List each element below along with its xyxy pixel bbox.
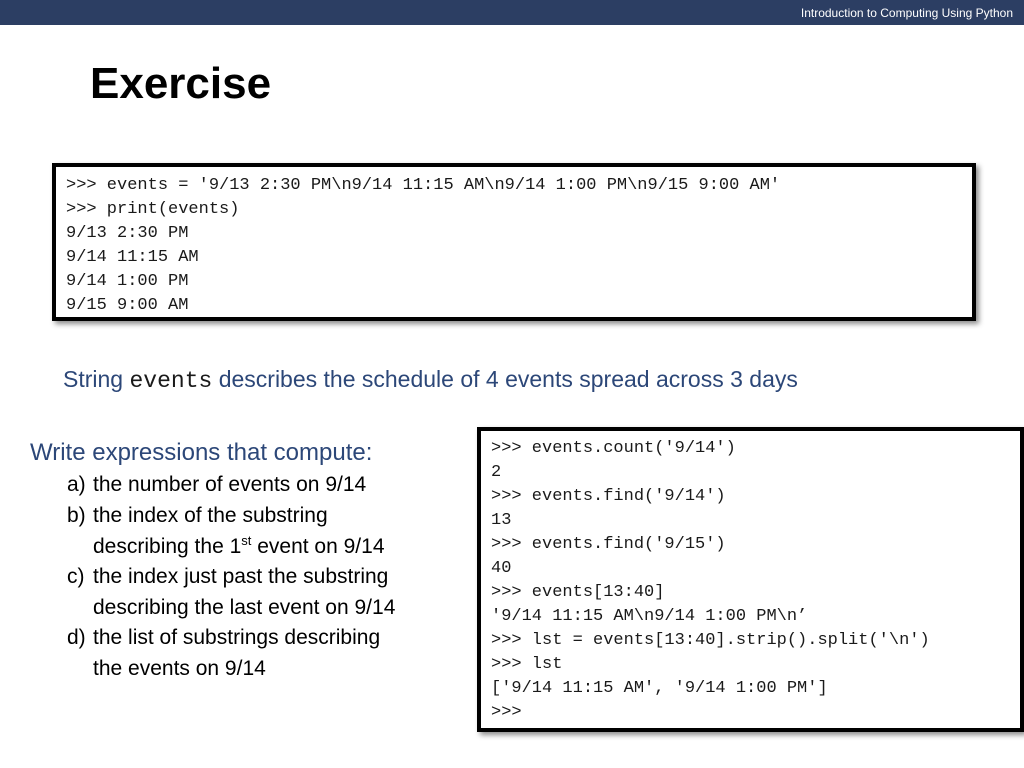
slide-title: Exercise xyxy=(90,59,272,108)
code-box-answers xyxy=(477,427,1024,732)
course-title: Introduction to Computing Using Python xyxy=(800,6,1013,20)
description-post: describes the schedule of 4 events spread across 3 days xyxy=(212,366,798,392)
description-code: events xyxy=(129,368,213,394)
code-box-top xyxy=(52,163,976,321)
list-item-continued: describing the last event on 9/14 xyxy=(93,596,396,619)
code-line: >>> lst = events[13:40].strip().split('\n') xyxy=(491,631,930,650)
item-label: a) xyxy=(67,473,86,496)
code-line: 40 xyxy=(491,559,512,578)
code-line: 9/13 2:30 PM xyxy=(66,224,189,243)
item-text: describing the 1 xyxy=(93,535,242,558)
code-line: >>> print(events) xyxy=(66,200,240,219)
exercise-heading: Write expressions that compute: xyxy=(30,439,373,466)
superscript: st xyxy=(241,533,252,548)
code-line: 13 xyxy=(491,511,512,530)
item-label: d) xyxy=(67,626,86,649)
header-bar xyxy=(0,0,1024,25)
code-line: >>> events.find('9/14') xyxy=(491,487,726,506)
code-line: 9/14 11:15 AM xyxy=(66,248,199,267)
code-line: 9/14 1:00 PM xyxy=(66,272,189,291)
code-line: >>> events.find('9/15') xyxy=(491,535,726,554)
code-block-top xyxy=(66,174,972,318)
code-line: ['9/14 11:15 AM', '9/14 1:00 PM'] xyxy=(491,679,828,698)
code-line: 2 xyxy=(491,463,502,482)
list-item-continued xyxy=(93,532,385,562)
code-line: 9/15 9:00 AM xyxy=(66,296,189,315)
code-line: >>> events.count('9/14') xyxy=(491,439,736,458)
code-line: >>> events[13:40] xyxy=(491,583,665,602)
code-line: >>> events = '9/13 2:30 PM\n9/14 11:15 AM\n9/14 1:00 PM\n9/15 9:00 AM' xyxy=(66,176,781,195)
item-label: b) xyxy=(67,504,86,527)
list-item-continued: the events on 9/14 xyxy=(93,657,266,680)
list-item: the number of events on 9/14 xyxy=(93,473,367,496)
code-line: '9/14 11:15 AM\n9/14 1:00 PM\n’ xyxy=(491,607,808,626)
list-item: the index just past the substring xyxy=(93,565,389,588)
item-text: event on 9/14 xyxy=(251,535,385,558)
description xyxy=(63,364,798,396)
list-item: the list of substrings describing xyxy=(93,626,381,649)
list-item: the index of the substring xyxy=(93,504,328,527)
code-line: >>> lst xyxy=(491,655,563,674)
code-line: >>> xyxy=(491,703,522,722)
code-block-answers xyxy=(491,437,1020,725)
description-pre: String xyxy=(63,366,130,392)
item-label: c) xyxy=(67,565,85,588)
